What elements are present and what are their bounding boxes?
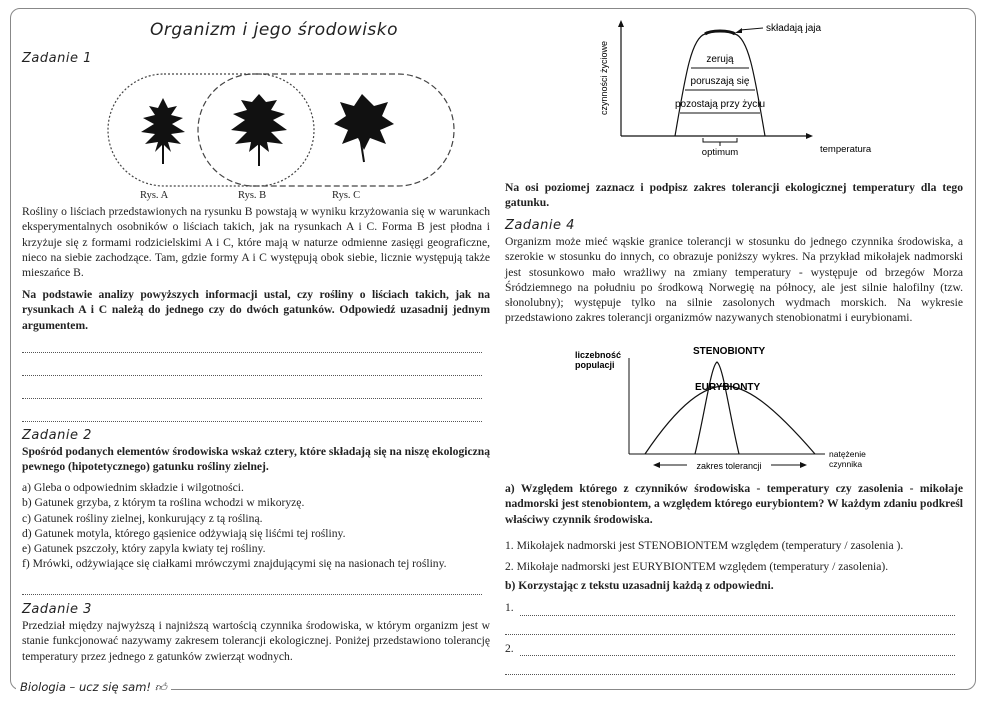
optimum-label: optimum bbox=[701, 147, 739, 158]
layer-poruszaja: poruszają się bbox=[690, 76, 750, 87]
chart1-ylabel: czynności życiowe bbox=[599, 40, 609, 116]
footer-text: Biologia – ucz się sam! bbox=[20, 680, 152, 694]
caption-a: Rys. A bbox=[140, 190, 169, 201]
chart2-ylabel-1: liczebność bbox=[575, 350, 622, 360]
option-b: b) Gatunek grzyba, z którym ta roślina wchodzi w mikoryzę. bbox=[22, 496, 305, 510]
task1-question: Na podstawie analizy powyższych informacji ustal, czy rośliny o liściach takich, jak na rysunkach A i C należą do jednego czy do dwóch gatunków. Odpowiedź uzasadnij jednym argumentem. bbox=[22, 288, 490, 332]
answer-line[interactable] bbox=[520, 601, 955, 616]
eury-curve bbox=[645, 386, 815, 454]
caption-b: Rys. B bbox=[238, 190, 267, 201]
option-f: f) Mrówki, odżywiające się ciałkami mrówczymi znajdującymi się na nasionach tej rośliny. bbox=[22, 557, 447, 571]
answer-line[interactable] bbox=[505, 656, 955, 675]
task2-question: Spośród podanych elementów środowiska wskaż cztery, które składają się na niszę ekologiczną pewnego (hipotetycznego) gatunku rośliny zielnej. bbox=[22, 445, 490, 474]
page-title: Organizm i jego środowisko bbox=[150, 20, 399, 40]
answer-line[interactable] bbox=[22, 334, 482, 353]
option-c: c) Gatunek rośliny zielnej, konkurujący z tą rośliną. bbox=[22, 511, 263, 525]
footer bbox=[16, 680, 171, 695]
leaf-b-icon bbox=[231, 94, 287, 166]
steno-eury-chart bbox=[575, 342, 895, 477]
task4-statement-1: 1. Mikołajek nadmorski jest STENOBIONTEM względem (temperatury / zasolenia ). bbox=[505, 539, 904, 552]
task2-answer-line[interactable] bbox=[22, 576, 482, 595]
task4-question-b: b) Korzystając z tekstu uzasadnij każdą z odpowiedni. bbox=[505, 579, 774, 592]
task1-heading: Zadanie 1 bbox=[22, 51, 92, 66]
task4-heading: Zadanie 4 bbox=[505, 218, 575, 233]
layer-zeruja: zerują bbox=[706, 54, 734, 65]
task1-text: Rośliny o liściach przedstawionych na rysunku B powstają w wyniku krzyżowania się w warunkach eksperymentalnych osobników o liściach takich, jak na rysunkach A i C. Forma B jest płodna i krzyżuje się z formami rodzicielskimi A i C, które mają w naturze odmienne zasięgi geograficzne, nieco na siebie zachodzące. Tam, gdzie formy A i C występują obok siebie, licznie występują także mieszańce B. bbox=[22, 205, 490, 280]
answer-row-1 bbox=[505, 600, 955, 616]
answer-line[interactable] bbox=[22, 380, 482, 399]
task2-heading: Zadanie 2 bbox=[22, 428, 92, 443]
task3-text: Przedział między najwyższą i najniższą wartością czynnika środowiska, w którym organizm jest w stanie funkcjonować nazywamy zakresem tolerancji ekologicznej. Poniżej przedstawiono tolerancję temperatury przez jednego z gatunków zwierząt wodnych. bbox=[22, 619, 490, 663]
task4-statement-2: 2. Mikołaje nadmorski jest EURYBIONTEM względem (temperatury / zasolenia). bbox=[505, 560, 889, 573]
task4-text: Organizm może mieć wąskie granice tolerancji w stosunku do jednego czynnika środowiska, a szerokie w stosunku do innych, co obrazuje poniższy wykres. Na przykład mikołajek nadmorski jest stosunkowo mało wrażliwy na zmiany temperatury - występuje od brzegów Morza Śródziemnego na południu po środkową Norwegię na północy, ale jest silnie halofilny (tzw. słonolubny); występuje tylko na silnie zasolonych wydmach morskich. Na wykresie przedstawiono zakres tolerancji organizmów nazywanych stenobionatmi i eurybionami. bbox=[505, 235, 963, 325]
answer-line[interactable] bbox=[22, 403, 482, 422]
leaves-figure bbox=[106, 70, 456, 190]
eury-label: EURYBIONTY bbox=[695, 382, 761, 393]
task4-answers bbox=[505, 600, 955, 675]
task3-heading: Zadanie 3 bbox=[22, 602, 92, 617]
task3-question: Na osi poziomej zaznacz i podpisz zakres tolerancji ekologicznej temperatury dla tego gatunku. bbox=[505, 181, 963, 210]
caption-c: Rys. C bbox=[332, 190, 361, 201]
task1-answer-lines bbox=[22, 334, 482, 422]
leaf-c-icon bbox=[334, 94, 394, 162]
answer-row-2 bbox=[505, 641, 955, 657]
chart2-xlabel-1: natężenie bbox=[829, 449, 866, 459]
leaf-a-icon bbox=[141, 98, 185, 164]
option-a: a) Gleba o odpowiednim składzie i wilgotności. bbox=[22, 481, 244, 494]
chart2-xlabel-2: czynnika bbox=[829, 459, 863, 469]
answer-number-1: 1. bbox=[505, 601, 514, 614]
answer-line[interactable] bbox=[22, 357, 482, 376]
answer-number-2: 2. bbox=[505, 641, 514, 655]
steno-curve bbox=[695, 362, 739, 454]
layer-pozostaja: pozostają przy życiu bbox=[674, 99, 766, 110]
option-e: e) Gatunek pszczoły, który zapyla kwiaty tej rośliny. bbox=[22, 542, 266, 556]
range-label: zakres tolerancji bbox=[696, 461, 762, 471]
temperature-tolerance-chart bbox=[595, 18, 895, 163]
steno-label: STENOBIONTY bbox=[693, 346, 766, 357]
task2-options bbox=[22, 480, 490, 572]
thumbs-up-icon: 👍︎ bbox=[154, 680, 167, 694]
chart1-xlabel: temperatura bbox=[820, 144, 872, 155]
answer-line[interactable] bbox=[520, 641, 955, 656]
chart2-ylabel-2: populacji bbox=[575, 360, 615, 370]
option-d: d) Gatunek motyla, którego gąsienice odżywiają się liśćmi tej rośliny. bbox=[22, 526, 346, 540]
task4-question-a: a) Względem którego z czynników środowiska - temperatury czy zasolenia - mikołaje nadmorski jest stenobiontem, a względem którego eurybiontem? W każdym zdaniu podkreśl właściwy czynnik środowiska. bbox=[505, 482, 963, 526]
answer-line[interactable] bbox=[505, 616, 955, 635]
top-label: składają jaja bbox=[766, 23, 822, 34]
